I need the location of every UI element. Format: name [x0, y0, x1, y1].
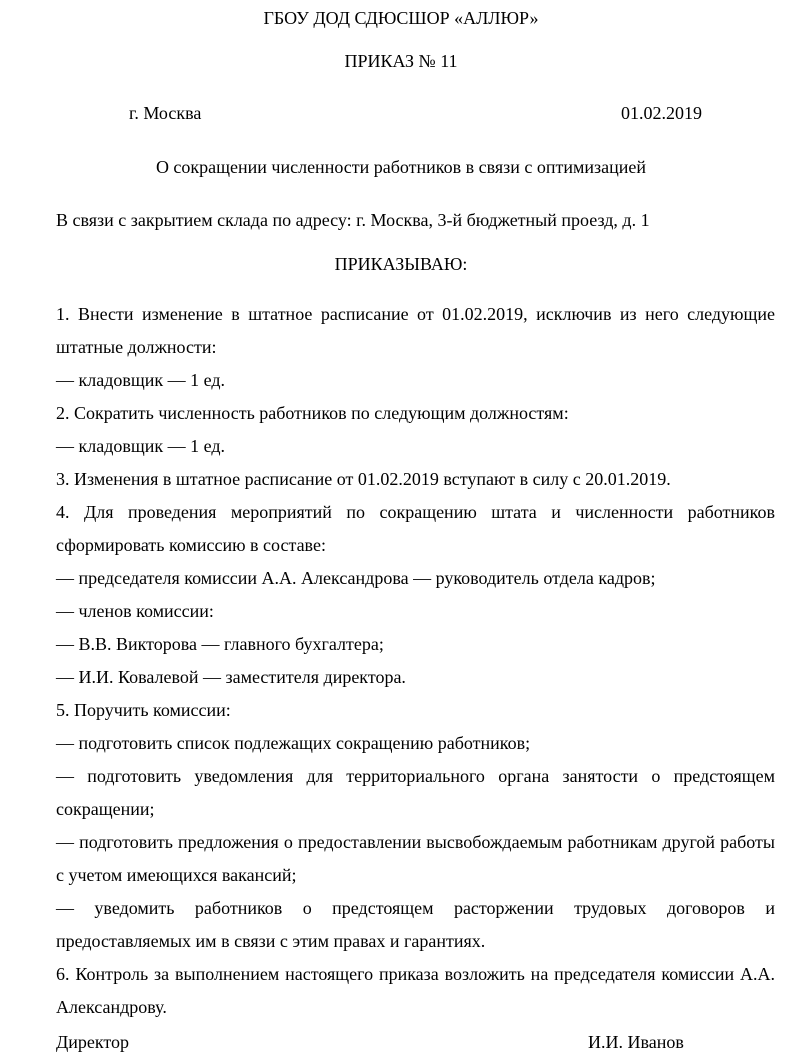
signer-name: И.И. Иванов	[588, 1032, 684, 1052]
paragraph-2-item: — кладовщик — 1 ед.	[56, 436, 226, 456]
paragraph-4-item: — В.В. Викторова — главного бухгалтера;	[56, 634, 384, 654]
paragraph-1: 1. Внести изменение в штатное расписание от 01.02.2019, исключив из него следующие штатные должности:	[56, 304, 775, 357]
paragraph-4: 4. Для проведения мероприятий по сокращению штата и численности работников сформировать комиссию в составе:	[56, 502, 775, 555]
paragraph-5-item: — подготовить предложения о предоставлении высвобождаемым работникам другой работы с учетом имеющихся вакансий;	[56, 832, 775, 885]
organization-name: ГБОУ ДОД СДЮСШОР «АЛЛЮР»	[263, 8, 539, 28]
paragraph-5: 5. Поручить комиссии:	[56, 700, 231, 720]
order-body	[56, 298, 775, 1024]
order-title: ПРИКАЗ № 11	[344, 51, 458, 71]
paragraph-3: 3. Изменения в штатное расписание от 01.02.2019 вступают в силу с 20.01.2019.	[56, 469, 671, 489]
paragraph-2: 2. Сократить численность работников по следующим должностям:	[56, 403, 569, 423]
paragraph-1-item: — кладовщик — 1 ед.	[56, 370, 226, 390]
order-basis: В связи с закрытием склада по адресу: г. Москва, 3-й бюджетный проезд, д. 1	[56, 210, 650, 230]
paragraph-5-item: — подготовить уведомления для территориального органа занятости о предстоящем сокращении;	[56, 766, 775, 819]
order-date: 01.02.2019	[621, 103, 702, 123]
paragraph-5-item: — уведомить работников о предстоящем расторжении трудовых договоров и предоставляемых им в связи с этим правах и гарантиях.	[56, 898, 775, 951]
order-subject: О сокращении численности работников в связи с оптимизацией	[155, 157, 647, 177]
paragraph-5-item: — подготовить список подлежащих сокращению работников;	[56, 733, 531, 753]
order-word: ПРИКАЗЫВАЮ:	[334, 254, 468, 274]
paragraph-4-item: — И.И. Ковалевой — заместителя директора.	[56, 667, 406, 687]
signer-title: Директор	[56, 1032, 130, 1052]
paragraph-4-item: — председателя комиссии А.А. Александрова — руководитель отдела кадров;	[56, 568, 656, 588]
paragraph-4-item: — членов комиссии:	[56, 601, 214, 621]
paragraph-6: 6. Контроль за выполнением настоящего приказа возложить на председателя комиссии А.А. Александрову.	[56, 964, 775, 1017]
city: г. Москва	[129, 103, 202, 123]
